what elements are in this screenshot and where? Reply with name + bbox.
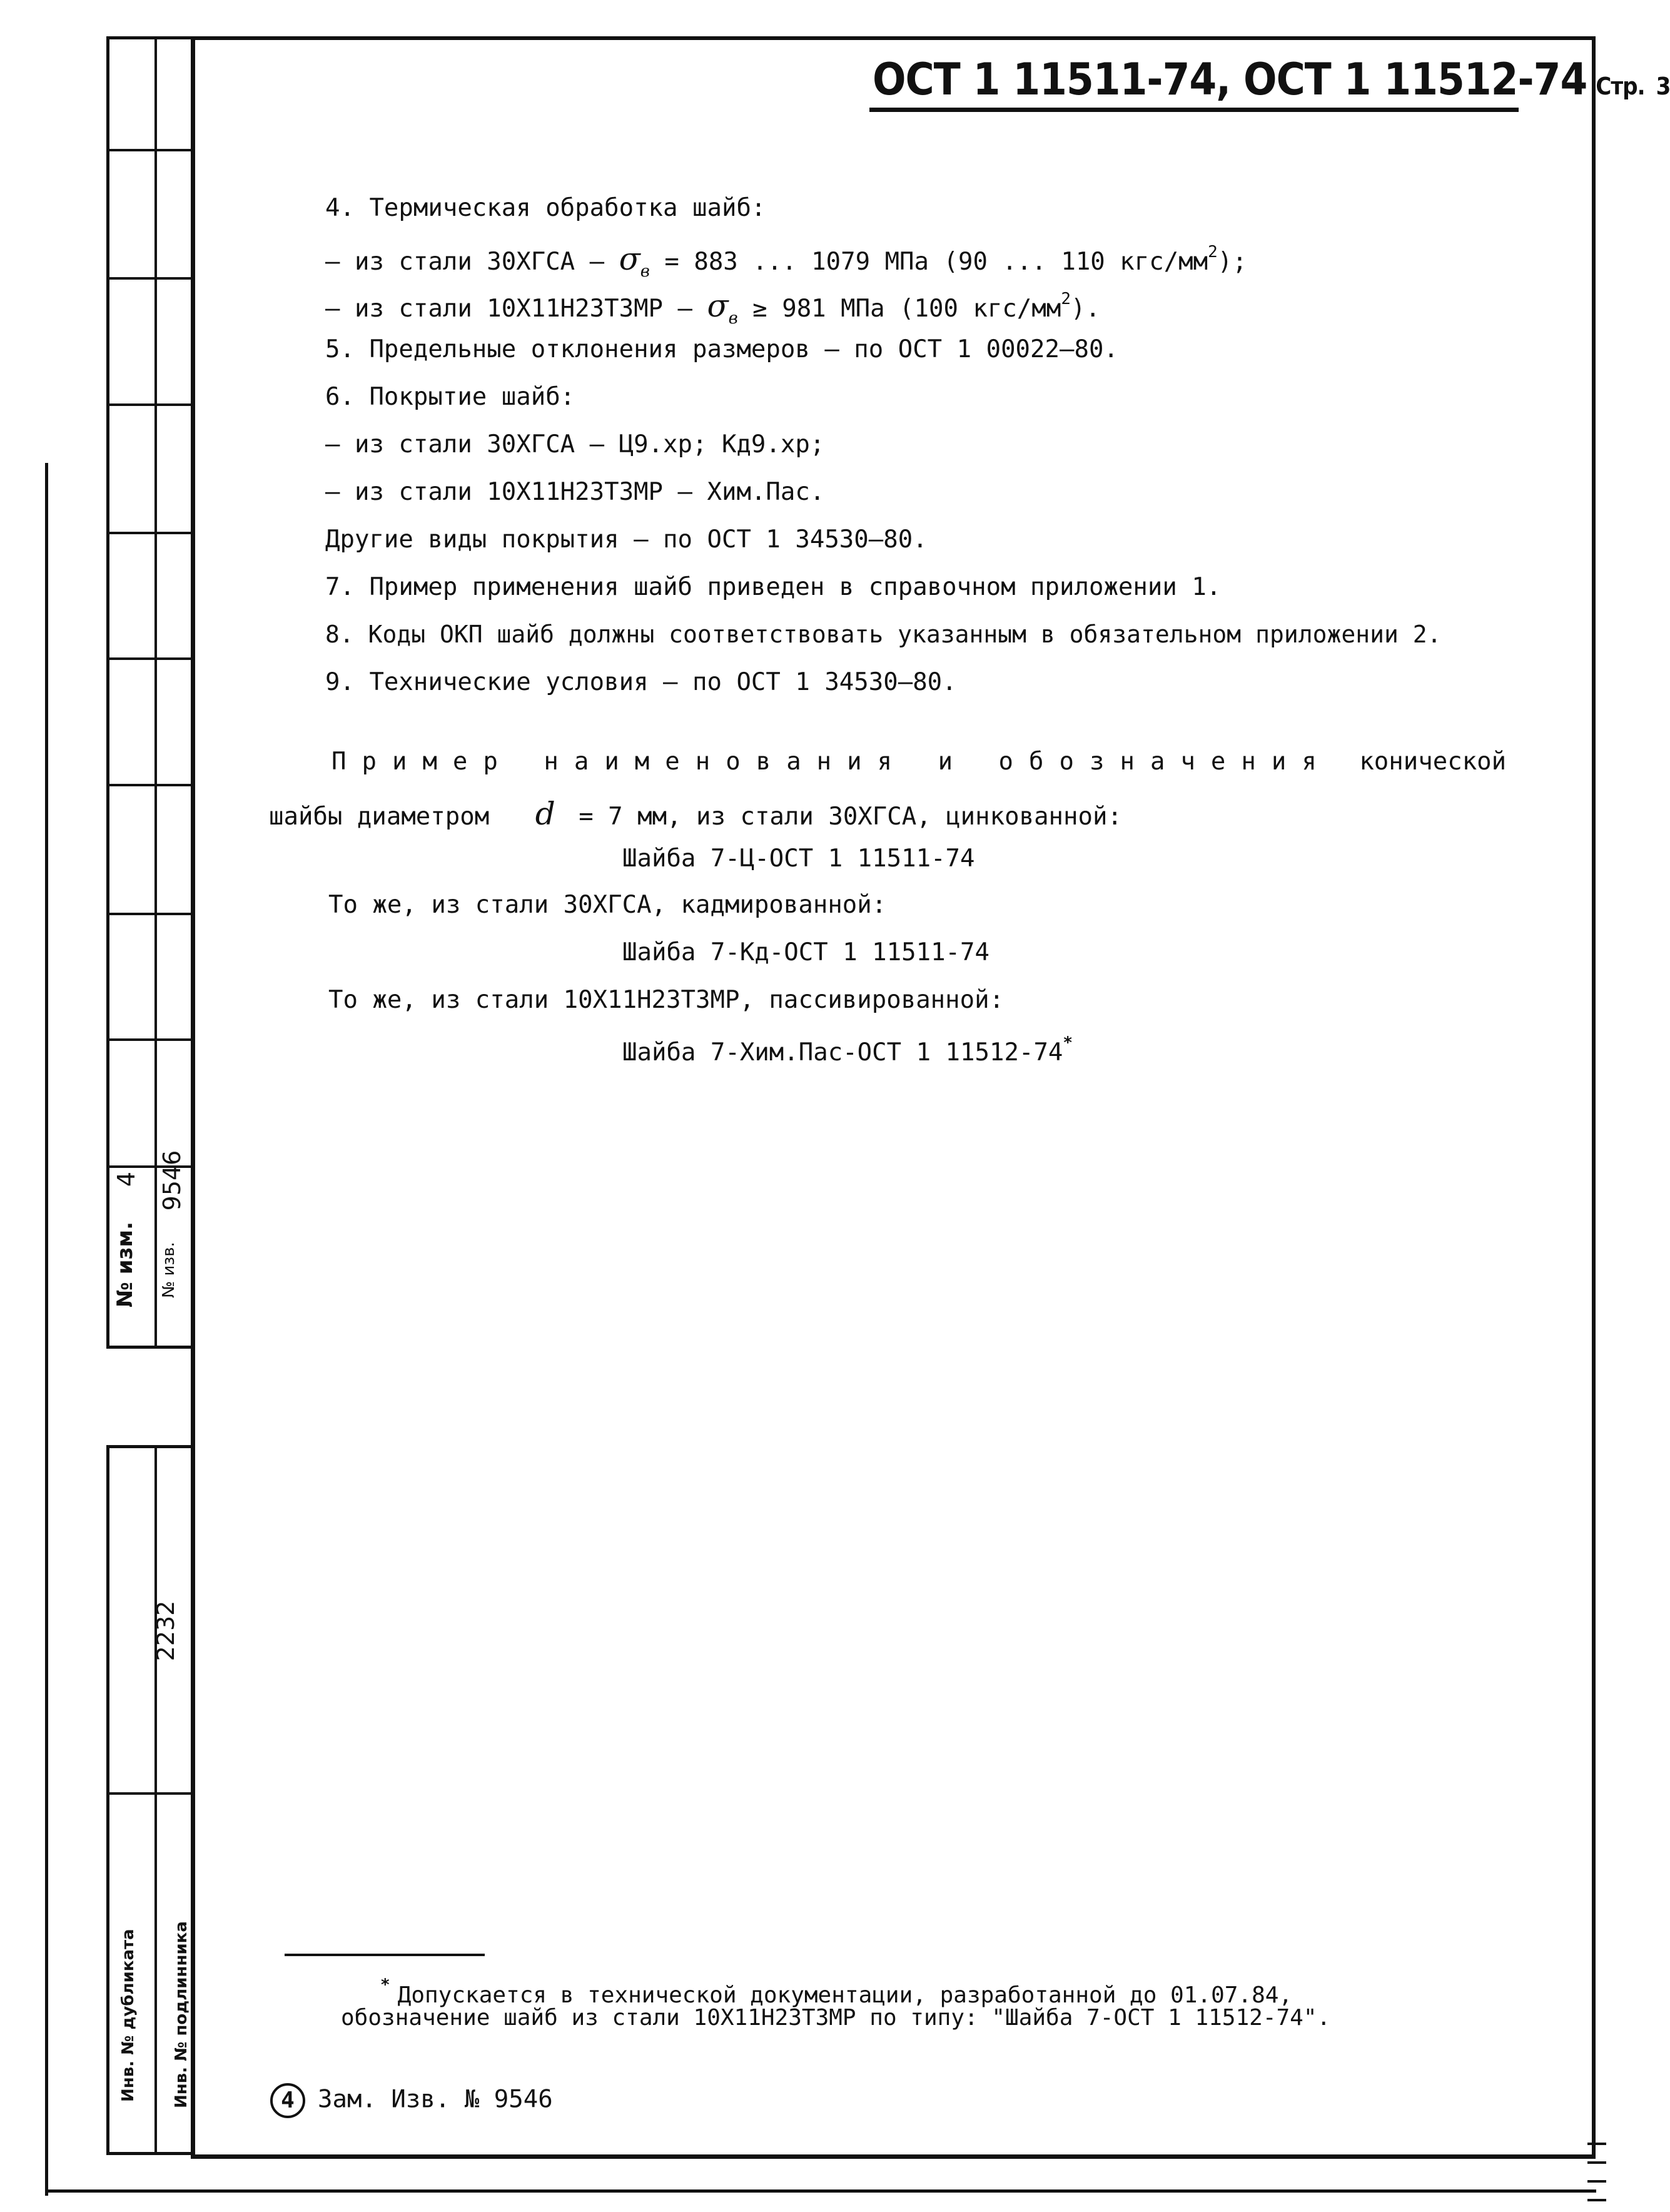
- item-9: 9. Технические условия – по ОСТ 1 34530–80.: [325, 668, 957, 696]
- notice-no-value: 9546: [158, 1150, 186, 1211]
- sigma-b-symbol: $\sigma_в$: [619, 241, 650, 281]
- original-inventory-label: Инв. № подлинника: [172, 1921, 191, 2108]
- item-4-line-30hgsa: – из стали 30ХГСА – $\sigma_в = 883$ ... 1079 МПа (90 ... 110 кгс/$мм^2$);: [325, 241, 1247, 281]
- bottom-margin-rule: [45, 2189, 1596, 2193]
- footnote-marker: *: [1063, 1033, 1073, 1052]
- example-heading: Пример наименования и обозначения конической: [331, 748, 1507, 776]
- item-6-other: Другие виды покрытия – по ОСТ 1 34530–80.: [325, 525, 928, 554]
- same-line-2: То же, из стали 30ХГСА, кадмированной:: [328, 891, 887, 919]
- footnote-line-2: обозначение шайб из стали 10Х11Н23Т3МР по типу: "Шайба 7-ОСТ 1 11512-74".: [341, 2005, 1331, 2031]
- item-6-line-10h11: – из стали 10Х11Н23Т3МР – Хим.Пас.: [325, 478, 825, 506]
- example-designation-2: Шайба 7-Кд-ОСТ 1 11511-74: [622, 938, 989, 966]
- footnote-line-1: * Допускается в технической документации, разработанной до 01.07.84,: [380, 1976, 1293, 2008]
- page-number: 3: [1656, 73, 1670, 100]
- item-4-heading: 4. Термическая обработка шайб:: [325, 194, 766, 222]
- change-no-label: № изм.: [113, 1221, 138, 1307]
- item-6-heading: 6. Покрытие шайб:: [325, 383, 575, 411]
- left-margin-rule: [45, 463, 48, 2196]
- original-inventory-value: 2232: [152, 1600, 180, 1662]
- duplicate-inventory-label: Инв. № дубликата: [119, 1929, 138, 2102]
- document-header: [873, 54, 1670, 105]
- page-label: Стр.: [1596, 73, 1645, 100]
- example-designation-3: Шайба 7-Хим.Пас-ОСТ 1 11512-74*: [622, 1033, 1073, 1067]
- footnote-rule: [285, 1954, 485, 1956]
- doc-code: ОСТ 1 11511-74, ОСТ 1 11512-74: [873, 54, 1587, 105]
- example-designation-1: Шайба 7-Ц-ОСТ 1 11511-74: [622, 845, 975, 873]
- item-4-line-10h11: – из стали $10Х11Н23Т3МР - \sigma_в \ge 981$ МПа (100 кгс/$мм^2$).: [325, 288, 1100, 328]
- corner-tick: [1587, 2199, 1606, 2201]
- item-8: 8. Коды ОКП шайб должны соответствовать указанным в обязательном приложении 2.: [325, 621, 1442, 648]
- corner-tick: [1587, 2143, 1606, 2145]
- item-6-line-30hgsa: – из стали 30ХГСА – Ц9.хр; Кд9.хр;: [325, 430, 825, 459]
- item-7: 7. Пример применения шайб приведен в справочном приложении 1.: [325, 573, 1222, 601]
- same-line-3: То же, из стали 10Х11Н23Т3МР, пассивированной:: [328, 986, 1005, 1014]
- corner-tick: [1587, 2161, 1606, 2164]
- d-symbol: d: [535, 796, 555, 832]
- change-number-circle: 4: [270, 2083, 305, 2118]
- notice-no-label: № изв.: [159, 1242, 178, 1298]
- change-note: 4 Зам. Изв. № 9546: [270, 2083, 553, 2118]
- corner-tick: [1587, 2180, 1606, 2183]
- sigma-b-symbol: $\sigma_в$: [707, 288, 738, 328]
- change-no-value: 4: [113, 1171, 140, 1187]
- item-5: 5. Предельные отклонения размеров – по ОСТ 1 00022–80.: [325, 335, 1118, 363]
- example-line-2: шайбы диаметром d = 7 мм, из стали 30ХГСА, цинкованной:: [269, 796, 1122, 832]
- header-underline: [869, 108, 1519, 112]
